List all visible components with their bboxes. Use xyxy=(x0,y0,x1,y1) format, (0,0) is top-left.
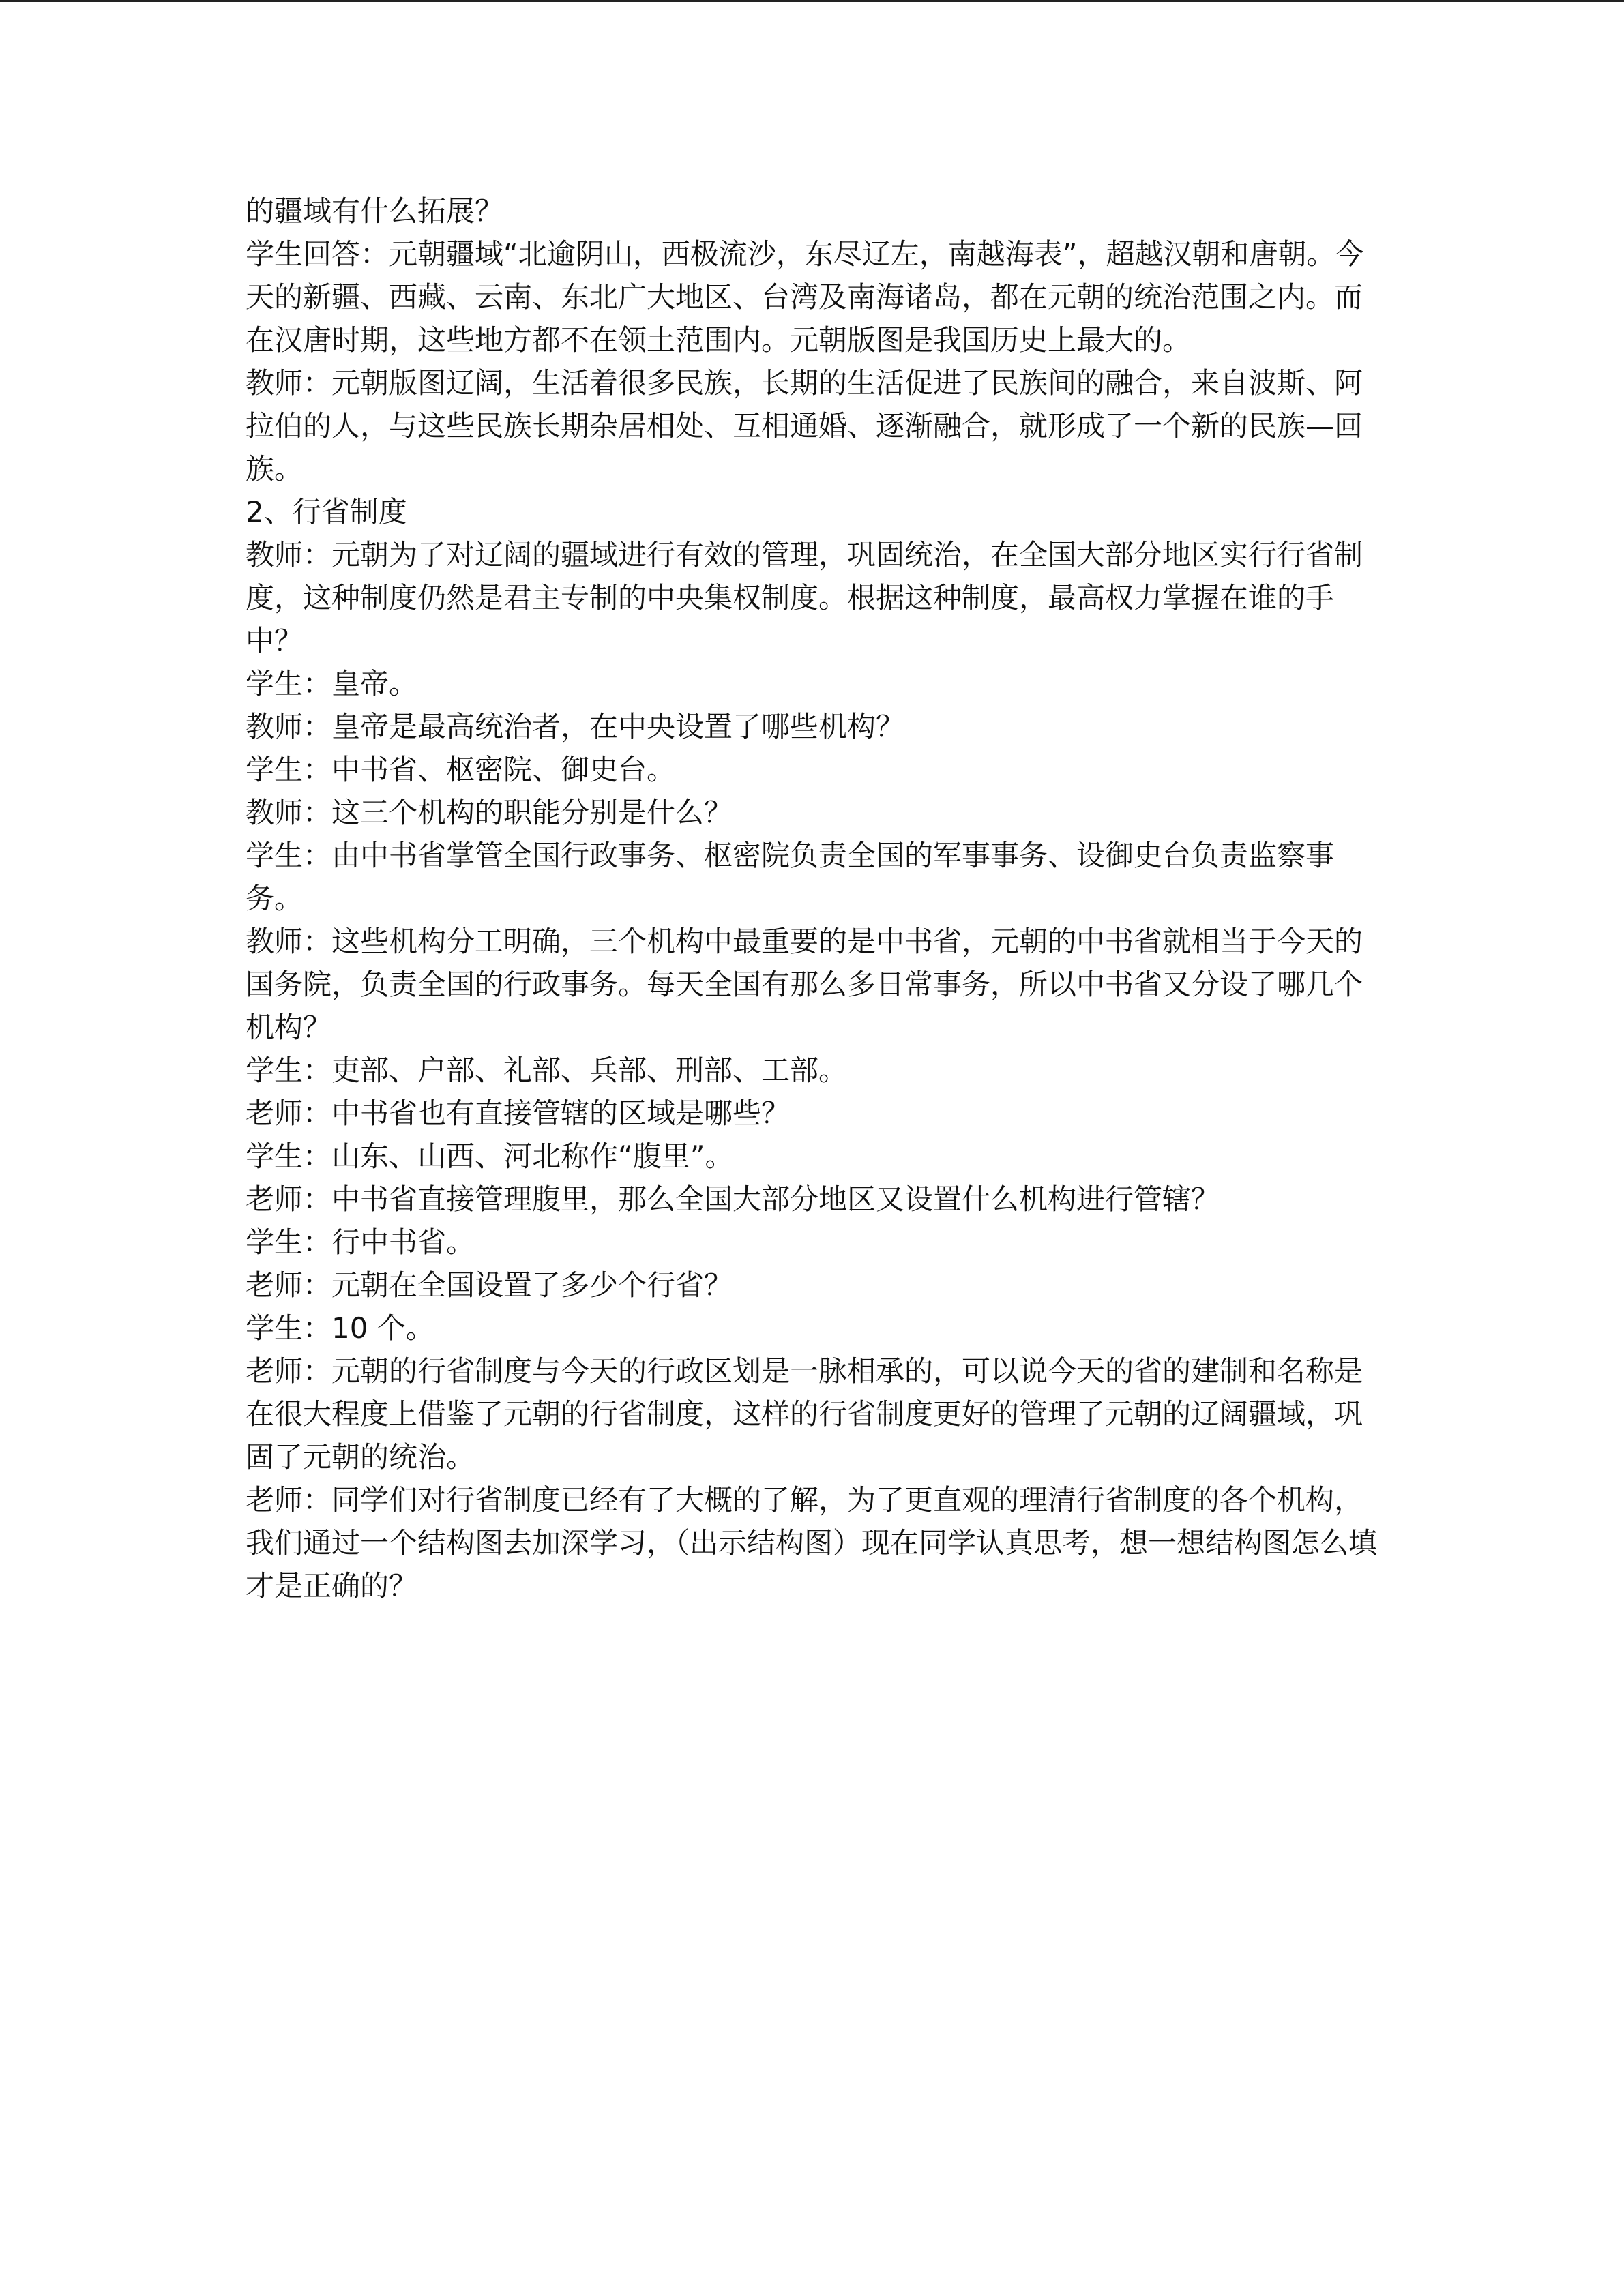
paragraph-teacher-direct-region: 老师：中书省也有直接管辖的区域是哪些？ xyxy=(246,1097,791,1130)
section-heading-province-system: 2、行省制度 xyxy=(246,495,407,528)
paragraph-student-functions: 学生：由中书省掌管全国行政事务、枢密院负责全国的军事事务、设御史台负责监察事务。 xyxy=(246,839,1335,915)
paragraph-student-ten: 学生：10 个。 xyxy=(246,1311,434,1345)
paragraph-teacher-hui-ethnicity: 教师：元朝版图辽阔，生活着很多民族，长期的生活促进了民族间的融合，来自波斯、阿拉伯的人，与这些民族长期杂居相处、互相通婚、逐渐融合，就形成了一个新的民族—回族。 xyxy=(246,366,1363,486)
paragraph-teacher-province-count: 老师：元朝在全国设置了多少个行省？ xyxy=(246,1268,733,1302)
paragraph-territory-question: 的疆域有什么拓展？ xyxy=(246,194,504,228)
paragraph-student-three-organs: 学生：中书省、枢密院、御史台。 xyxy=(246,753,676,786)
paragraph-teacher-legacy: 老师：元朝的行省制度与今天的行政区划是一脉相承的，可以说今天的省的建制和名称是在很大程度上借鉴了元朝的行省制度，这样的行省制度更好的管理了元朝的辽阔疆域，巩固了元朝的统治。 xyxy=(246,1354,1363,1474)
paragraph-teacher-functions-question: 教师：这三个机构的职能分别是什么？ xyxy=(246,796,733,829)
paragraph-student-six-ministries: 学生：吏部、户部、礼部、兵部、刑部、工部。 xyxy=(246,1054,848,1087)
paragraph-teacher-central-organs: 教师：皇帝是最高统治者，在中央设置了哪些机构？ xyxy=(246,710,905,743)
paragraph-teacher-zhongshu: 教师：这些机构分工明确，三个机构中最重要的是中书省，元朝的中书省就相当于今天的国务院，负责全国的行政事务。每天全国有那么多日常事务，所以中书省又分设了哪几个机构？ xyxy=(246,925,1363,1044)
paragraph-student-fuli: 学生：山东、山西、河北称作“腹里”。 xyxy=(246,1139,734,1173)
paragraph-student-answer-territory: 学生回答：元朝疆域“北逾阴山，西极流沙，东尽辽左，南越海表”，超越汉朝和唐朝。今天的新疆、西藏、云南、东北广大地区、台湾及南海诸岛，都在元朝的统治范围之内。而在汉唐时期，这些地方都不在领土范围内。元朝版图是我国历史上最大的。 xyxy=(246,237,1364,357)
paragraph-student-xingzhongshu: 学生：行中书省。 xyxy=(246,1225,475,1259)
paragraph-teacher-structure-chart: 老师：同学们对行省制度已经有了大概的了解，为了更直观的理清行省制度的各个机构，我们通过一个结构图去加深学习，（出示结构图）现在同学认真思考，想一想结构图怎么填才是正确的？ xyxy=(246,1483,1378,1602)
document-body xyxy=(246,190,1386,1607)
paragraph-teacher-province-intro: 教师：元朝为了对辽阔的疆域进行有效的管理，巩固统治，在全国大部分地区实行行省制度，这种制度仍然是君主专制的中央集权制度。根据这种制度，最高权力掌握在谁的手中？ xyxy=(246,538,1363,657)
page-top-border xyxy=(0,0,1624,2)
paragraph-teacher-regional-organ: 老师：中书省直接管理腹里，那么全国大部分地区又设置什么机构进行管辖？ xyxy=(246,1182,1220,1216)
paragraph-student-emperor: 学生：皇帝。 xyxy=(246,667,418,700)
